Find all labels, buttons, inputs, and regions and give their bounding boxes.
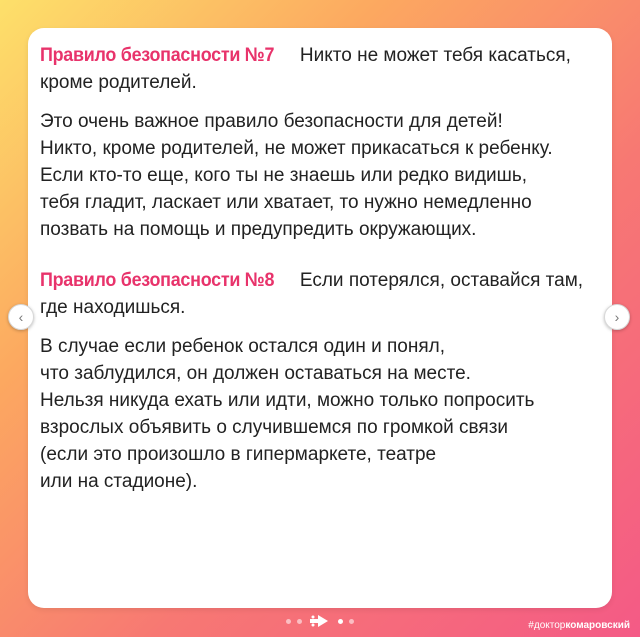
watermark: [528, 620, 630, 631]
rule-8-line: Нельзя никуда ехать или идти, можно только попросить: [40, 390, 535, 411]
rule-8-line: взрослых объявить о случившемся по громкой связи: [40, 417, 509, 438]
rule-7-title-text: Никто не может тебя касаться, кроме родителей.: [40, 45, 571, 93]
rule-8-line: что заблудился, он должен оставаться на месте.: [40, 363, 471, 384]
chevron-right-icon: ›: [614, 309, 620, 325]
paw-icon: [308, 612, 332, 630]
watermark-bold: комаровский: [565, 620, 630, 631]
rule-7-description: [40, 108, 600, 243]
rule-7-line: позвать на помощь и предупредить окружающих.: [40, 219, 477, 240]
carousel-next-button[interactable]: [604, 304, 630, 330]
rule-7-line: тебя гладит, ласкает или хватает, то нужно немедленно: [40, 192, 532, 213]
carousel-prev-button[interactable]: [8, 304, 34, 330]
chevron-left-icon: ‹: [18, 309, 24, 325]
rule-7-line: Если кто-то еще, кого ты не знаешь или редко видишь,: [40, 165, 528, 186]
rule-7-heading: Правило безопасности №7: [40, 44, 275, 66]
rule-7-title: [40, 42, 600, 96]
rule-8-description: [40, 333, 600, 495]
rule-8-line: или на стадионе).: [40, 471, 198, 492]
rule-8-heading: Правило безопасности №8: [40, 269, 275, 291]
rule-8-line: В случае если ребенок остался один и понял,: [40, 336, 445, 357]
carousel-dot[interactable]: [349, 619, 354, 624]
rule-7-line: Никто, кроме родителей, не может прикасаться к ребенку.: [40, 138, 553, 159]
carousel-dot-active[interactable]: [338, 619, 343, 624]
rule-7-line: Это очень важное правило безопасности для детей!: [40, 111, 503, 132]
carousel-dot[interactable]: [286, 619, 291, 624]
rule-8-line: (если это произошло в гипермаркете, театре: [40, 444, 437, 465]
carousel-dot[interactable]: [297, 619, 302, 624]
post-card: [28, 28, 612, 608]
rule-8-title: [40, 267, 600, 321]
rule-8-title-text: Если потерялся, оставайся там, где находишься.: [40, 270, 584, 318]
watermark-prefix: #доктор: [528, 620, 566, 631]
carousel-indicator: [286, 612, 354, 630]
